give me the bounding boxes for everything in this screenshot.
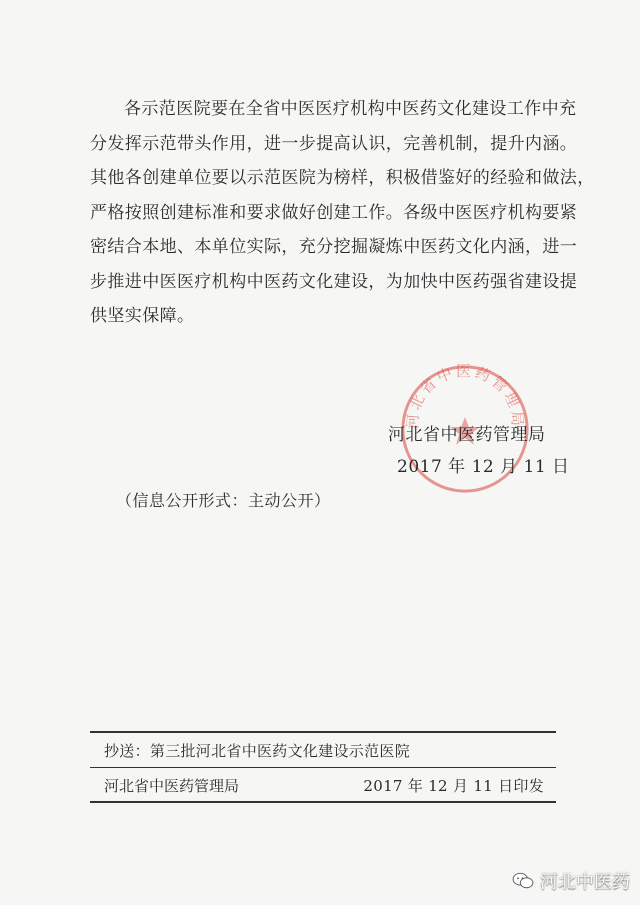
wechat-watermark [512, 868, 630, 894]
signature-date: 2017 年 12 月 11 日 [397, 457, 570, 477]
body-line: 步推进中医医疗机构中医药文化建设，为加快中医药强省建设提 [90, 271, 578, 292]
footer-middle-rule [90, 767, 556, 768]
watermark-label: 河北中医药 [540, 872, 630, 893]
footer-top-rule [90, 731, 556, 733]
body-line: 分发挥示范带头作用，进一步提高认识，完善机制，提升内涵。 [90, 133, 578, 154]
body-line: 供坚实保障。 [90, 306, 195, 326]
body-line: 各示范医院要在全省中医医疗机构中医药文化建设工作中充 [124, 99, 577, 119]
signature-issuer: 河北省中医药管理局 [388, 425, 546, 445]
footer-issuer: 河北省中医药管理局 [104, 777, 240, 795]
svg-text:河北省中医药管理局: 河北省中医药管理局 [404, 363, 526, 430]
body-line: 严格按照创建标准和要求做好创建工作。各级中医医疗机构要紧 [90, 202, 578, 223]
body-line: 其他各创建单位要以示范医院为榜样，积极借鉴好的经验和做法， [90, 168, 595, 188]
body-line: 密结合本地、本单位实际，充分挖掘凝炼中医药文化内涵，进一 [90, 237, 578, 257]
footer-bottom-rule [90, 801, 556, 803]
wechat-icon [512, 872, 534, 890]
footer-issue-date: 2017 年 12 月 11 日印发 [363, 777, 544, 795]
disclosure-note: （信息公开形式：主动公开） [116, 491, 331, 510]
cc-line: 抄送：第三批河北省中医药文化建设示范医院 [104, 742, 411, 760]
body-paragraph [90, 92, 595, 334]
